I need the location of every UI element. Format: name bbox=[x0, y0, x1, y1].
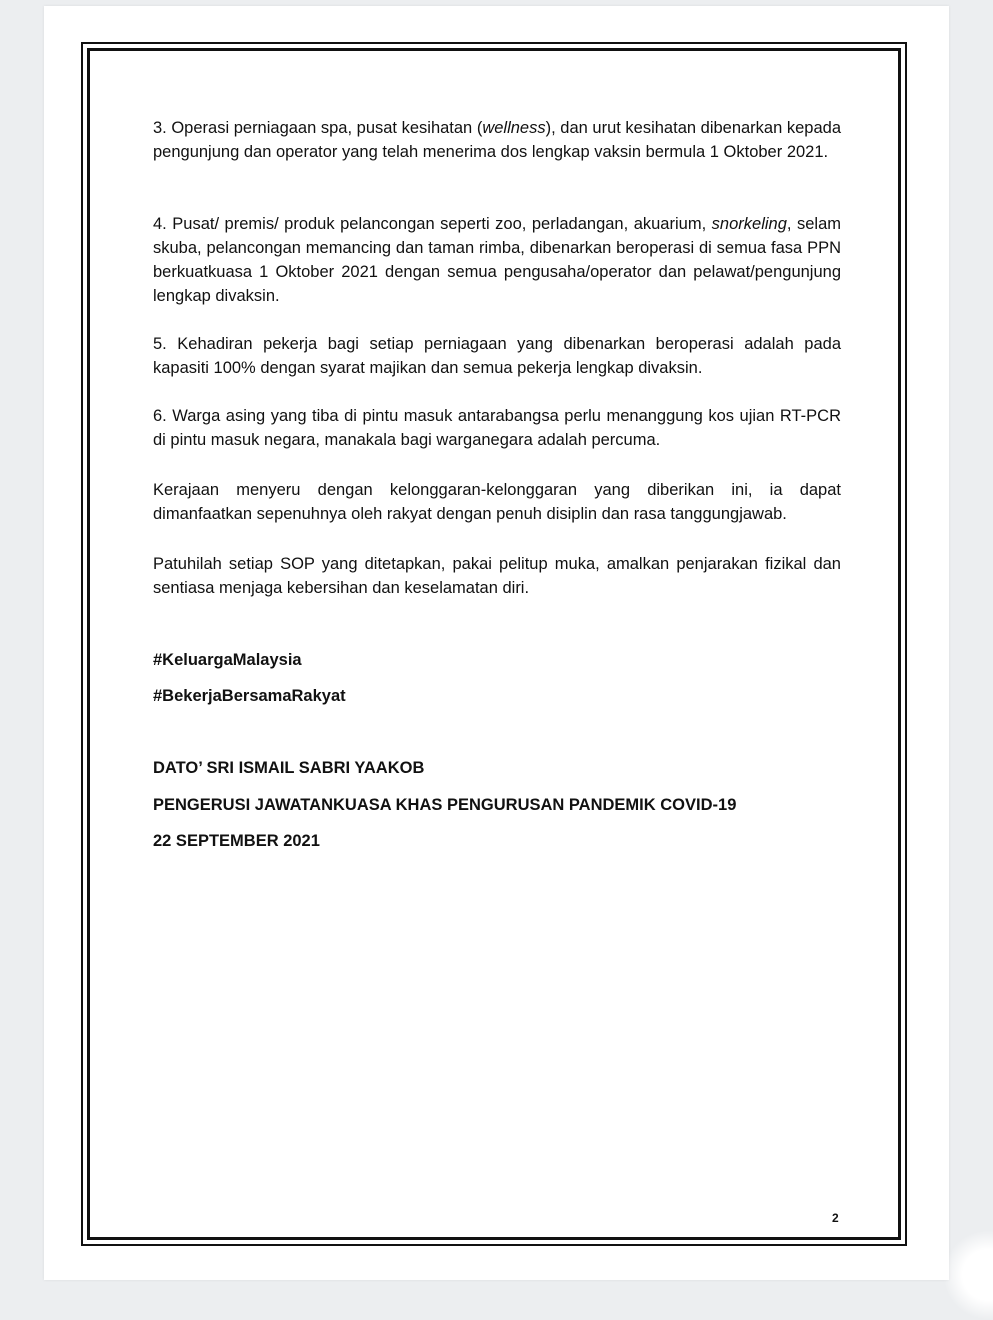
page-number: 2 bbox=[832, 1211, 839, 1225]
italic-term: snorkeling bbox=[711, 215, 787, 233]
hashtag-bekerja-bersama-rakyat: #BekerjaBersamaRakyat bbox=[153, 687, 346, 705]
paragraph-text: 3. Operasi perniagaan spa, pusat kesihatan ( bbox=[153, 119, 483, 137]
paragraph-point-3 bbox=[153, 116, 841, 164]
paragraph-text: , selam skuba, pelancongan memancing dan taman rimba, dibenarkan beroperasi di semua fasa PPN berkuatkuasa 1 Oktober 2021 dengan semua pengusaha/operator dan pelawat/pengunjung lengkap divaksin. bbox=[153, 215, 841, 305]
signatory-title: PENGERUSI JAWATANKUASA KHAS PENGURUSAN PANDEMIK COVID-19 bbox=[153, 796, 737, 814]
paragraph-appeal: Kerajaan menyeru dengan kelonggaran-kelonggaran yang diberikan ini, ia dapat dimanfaatkan sepenuhnya oleh rakyat dengan penuh disiplin dan rasa tanggungjawab. bbox=[153, 481, 841, 523]
paragraph-text: ), dan urut kesihatan dibenarkan kepada pengunjung dan operator yang telah menerima dos lengkap vaksin bermula 1 Oktober 2021. bbox=[153, 119, 842, 161]
corner-glare bbox=[943, 1230, 993, 1320]
paragraph-sop: Patuhilah setiap SOP yang ditetapkan, pakai pelitup muka, amalkan penjarakan fizikal dan sentiasa menjaga kebersihan dan keselamatan diri. bbox=[153, 555, 841, 597]
hashtag-keluarga-malaysia: #KeluargaMalaysia bbox=[153, 651, 302, 669]
paragraph-text: 4. Pusat/ premis/ produk pelancongan seperti zoo, perladangan, akuarium, bbox=[153, 215, 712, 233]
paragraph-point-5: 5. Kehadiran pekerja bagi setiap perniagaan yang dibenarkan beroperasi adalah pada kapasiti 100% dengan syarat majikan dan semua pekerja lengkap divaksin. bbox=[153, 335, 841, 377]
document-page bbox=[44, 6, 949, 1280]
signatory-name: DATO’ SRI ISMAIL SABRI YAAKOB bbox=[153, 759, 425, 777]
italic-term: wellness bbox=[482, 119, 546, 137]
document-date: 22 SEPTEMBER 2021 bbox=[153, 832, 320, 850]
paragraph-point-4 bbox=[153, 212, 841, 308]
paragraph-point-6: 6. Warga asing yang tiba di pintu masuk antarabangsa perlu menanggung kos ujian RT-PCR di pintu masuk negara, manakala bagi warganegara adalah percuma. bbox=[153, 407, 841, 449]
